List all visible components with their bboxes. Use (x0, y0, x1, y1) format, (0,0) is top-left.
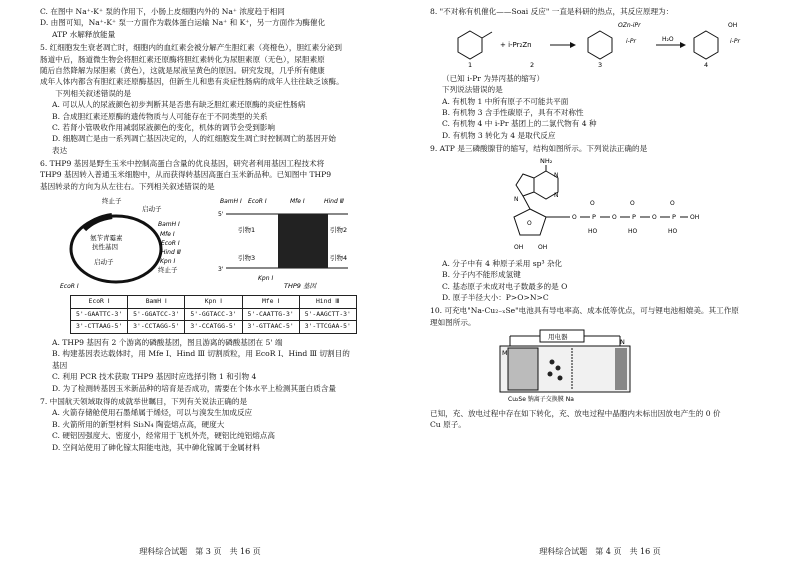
left-page-footer: 理科综合试题 第 3 页 共 16 页 (139, 547, 261, 556)
q9-option-c: C. 基态原子未成对电子数最多的是 O (442, 281, 568, 291)
q8-option-d: D. 有机物 3 转化为 4 是取代反应 (442, 130, 556, 140)
plasmid-hindiii-label: Hind Ⅲ (161, 249, 181, 257)
p3-ho: HO (668, 227, 678, 235)
electrode-n-label: N (620, 338, 625, 347)
gene-caption: THP9 基因 (284, 282, 316, 291)
table-header-row (71, 296, 357, 309)
gene-3prime-label: 3' (218, 266, 224, 274)
ribose-oh-2: OH (538, 243, 548, 251)
atp-o-label: O (652, 213, 657, 221)
q6-stem-3: 基因转录的方向为从左往右。下列相关叙述错误的是 (40, 181, 215, 191)
gene-5prime-label: 5' (218, 211, 224, 219)
table-header: Kpn Ⅰ (185, 296, 242, 309)
cu2se-electrode (508, 348, 538, 390)
battery-diagram (430, 328, 760, 404)
q10-note: 已知，充、放电过程中存在如下转化，充、放电过程中晶胞内未标出因放电产生的 0 价 (430, 408, 721, 418)
q9-stem: 9. ATP 是三磷酸腺苷的缩写，结构如图所示。下列说法正确的是 (430, 144, 648, 154)
q7-option-b: B. 火箭所用的新型材料 Si₃N₄ 陶瓷熔点高，硬度大 (52, 419, 225, 429)
q6-option-b-cont: 基因 (52, 360, 68, 370)
q5-option-d: D. 细胞凋亡是由一系列凋亡基因决定的，人的红细胞发生凋亡时控制凋亡的基因开始 (52, 134, 337, 144)
right-page-footer: 理科综合试题 第 4 页 共 16 页 (539, 547, 661, 556)
restriction-enzyme-table (70, 295, 357, 334)
imidazole-ring (516, 174, 534, 196)
p1-double-o: O (590, 199, 595, 207)
molecule-4-ring (694, 31, 718, 59)
table-cell: 5'-GGATCC-3' (128, 308, 185, 321)
q9-option-b: B. 分子内不能形成氢键 (442, 270, 521, 280)
reagent-label: + i-Pr₂Zn (500, 41, 532, 50)
molecule-2-number: 2 (530, 61, 535, 70)
gene-ecori-label: EcoR Ⅰ (248, 198, 267, 206)
plasmid-bamhi-label: BamH Ⅰ (158, 221, 180, 229)
q8-option-a: A. 有机物 1 中所有原子不可能共平面 (442, 96, 569, 106)
table-row (71, 321, 357, 334)
plasmid-ecori-label: EcoR Ⅰ (161, 240, 180, 248)
q4-option-c: C. 在图中 Na⁺-K⁺ 泵的作用下，小肠上皮细胞内外的 Na⁺ 浓度趋于相同 (40, 7, 285, 16)
q8-option-c: C. 有机物 4 中 i-Pr 基团上的二氯代物有 4 种 (442, 119, 597, 129)
thp9-gene-diagram (218, 194, 358, 292)
primer4-label: 引物4 (330, 254, 348, 263)
device-label: 用电器 (548, 333, 568, 342)
electrode-m-label: M (502, 349, 508, 358)
q7-option-a: A. 火箭存储舱使用石墨烯属于烯烃，可以与溴发生加成反应 (52, 408, 253, 418)
molecule-4-ipr-label: i-Pr (730, 38, 740, 46)
atp-o-label: O (612, 213, 617, 221)
molecule-3-number: 3 (598, 61, 603, 70)
q8-ask: 下列说法错误的是 (442, 85, 503, 95)
plasmid-diagram (54, 194, 204, 292)
molecule-4-oh-label: OH (728, 22, 738, 30)
q5-option-a: A. 可以从人的尿液颜色初步判断其是否患有缺乏胆红素还原酶的炎症性肠病 (52, 100, 306, 110)
primer1-label: 引物1 (238, 226, 256, 235)
q10-note-2: Cu 原子。 (430, 420, 466, 430)
plasmid-ecori2-label: EcoR Ⅰ (60, 283, 79, 291)
q6-option-a: A. THP9 基因有 2 个游离的磷酸基团，图且游离的磷酸基团在 5' 端 (52, 338, 283, 348)
plasmid-terminator-label: 终止子 (102, 197, 122, 206)
soai-reaction-scheme (430, 17, 760, 69)
plasmid-resistance-label: 抗性基因 (92, 243, 118, 252)
gene-bamhi-label: BamH Ⅰ (220, 198, 242, 206)
q6-option-c: C. 利用 PCR 技术获取 THP9 基因时应选择引物 1 和引物 4 (52, 372, 257, 382)
q5-option-c: C. 若肾小管吸收作用减弱尿液颜色的变化，机体的调节会受到影响 (52, 122, 275, 132)
q8-stem: 8. "不对称有机催化——Soai 反应" 一直是科研的热点，其反应原理为： (430, 7, 674, 16)
ribose-o-label: O (527, 219, 532, 227)
battery-caption: Cu₂Se 钠离子交换膜 Na (508, 396, 574, 404)
atp-n-label: N (554, 191, 559, 199)
table-header: Hind Ⅲ (299, 296, 356, 309)
p3-double-o: O (670, 199, 675, 207)
table-cell: 3'-GTTAAC-5' (242, 321, 299, 334)
gene-hindiii-label: Hind Ⅲ (324, 198, 344, 206)
p2-ho: HO (628, 227, 638, 235)
table-cell: 5'-GAATTC-3' (71, 308, 128, 321)
atp-nh2-label: NH₂ (540, 156, 553, 165)
atp-structure (430, 155, 760, 255)
q9-option-d: D. 原子半径大小：P>O>N>C (442, 293, 549, 303)
table-row (71, 308, 357, 321)
q7-option-c: C. 硬铝因强度大、密度小，经常用于飞机外壳，硬铝比纯铝熔点高 (52, 431, 275, 441)
table-cell: 3'-CCATGG-5' (185, 321, 242, 334)
atp-o-label: O (572, 213, 577, 221)
thp9-gene-block (278, 214, 328, 268)
molecule-3-ring (588, 31, 612, 59)
q8-option-b: B. 有机物 3 含手性碳原子，具有不对称性 (442, 107, 584, 117)
q5-ask: 下列相关叙述错误的是 (55, 88, 132, 98)
plasmid-kpni-label: Kpn Ⅰ (160, 258, 176, 266)
q6-option-b: B. 构建基因表达载体时，用 Mfe Ⅰ、Hind Ⅲ 切割质粒，用 EcoR Ⅰ、Hind Ⅲ 切割目的 (52, 349, 350, 359)
q4-option-d: D. 由图可知，Na⁺-K⁺ 泵一方面作为载体蛋白运输 Na⁺ 和 K⁺，另一方面作为酶催化 (40, 18, 326, 28)
q6-stem-2: THP9 基因转入普通玉米细胞中，从而获得转基因高蛋白玉米新品种。已知图中 THP9 (40, 170, 332, 180)
phosphorus-2: P (632, 212, 636, 221)
table-cell: 5'-CAATTG-3' (242, 308, 299, 321)
molecule-4-number: 4 (704, 61, 709, 70)
resistance-gene-arc (84, 216, 112, 229)
plasmid-amp-label: 氨苄青霉素 (90, 234, 123, 243)
q5-stem-2: 肠道中后，肠道微生物会将胆红素还原酶将胆红素转化为尿胆素原（无色），尿胆素原 (40, 54, 325, 64)
table-header: Mfe Ⅰ (242, 296, 299, 309)
q7-stem: 7. 中国航天领域取得的成就举世瞩目，下列有关说法正确的是 (40, 397, 248, 407)
plasmid-terminator2-label: 终止子 (158, 266, 178, 275)
primer3-label: 引物3 (238, 254, 256, 263)
molecule-1-number: 1 (468, 61, 473, 70)
plasmid-promoter2-label: 启动子 (94, 258, 114, 267)
table-cell: 3'-TTCGAA-5' (299, 321, 356, 334)
gene-mfei-label: Mfe Ⅰ (290, 198, 305, 206)
molecule-1-ring (458, 31, 482, 59)
primer2-label: 引物2 (330, 226, 348, 235)
plasmid-mfei-label: Mfe Ⅰ (160, 231, 175, 239)
q8-note: （已知 i-Pr 为异丙基的缩写） (442, 73, 545, 83)
q5-stem-4: 成年人体内都含有胆红素还原酶基因，但新生儿和患有炎症性肠病的成年人往往缺乏该酶。 (40, 77, 344, 87)
phosphorus-1: P (592, 212, 596, 221)
q5-stem-3: 随后自然降解为尿胆素（黄色），这就是尿液呈黄色的原因。研究发现，几乎所有健康 (40, 65, 325, 75)
ribose-oh-1: OH (514, 243, 524, 251)
q10-stem: 10. 可充电"Na-Cu₂₋ₓSe"电池具有导电率高、成本低等优点，可与锂电池相媲美。其工作原 (430, 306, 739, 316)
plasmid-promoter-label: 启动子 (142, 205, 162, 214)
q7-option-d: D. 空间站使用了砷化镓太阳能电池，其中砷化镓属于金属材料 (52, 442, 261, 452)
table-cell: 5'-GGTACC-3' (185, 308, 242, 321)
p2-double-o: O (630, 199, 635, 207)
table-header: BamH Ⅰ (128, 296, 185, 309)
hydrolysis-label: H₂O (662, 36, 674, 44)
table-cell: 3'-CTTAAG-5' (71, 321, 128, 334)
atp-n-label: N (554, 171, 559, 179)
right-page (400, 0, 800, 566)
table-cell: 3'-CCTAGG-5' (128, 321, 185, 334)
q5-stem: 5. 红细胞发生衰老凋亡时，细胞内的血红素会被分解产生胆红素（亮橙色），胆红素分泌到 (40, 43, 343, 53)
p1-ho: HO (588, 227, 598, 235)
q9-option-a: A. 分子中有 4 种原子采用 sp³ 杂化 (442, 258, 563, 268)
atp-terminal-oh: OH (690, 213, 700, 221)
q6-option-d: D. 为了检测转基因玉米新品种的培育是否成功，需要在个体水平上检测其蛋白质含量 (52, 383, 337, 393)
q5-option-d-cont: 表达 (52, 145, 68, 155)
molecule-3-ozn-label: OZn-iPr (618, 22, 641, 30)
table-header: EcoR Ⅰ (71, 296, 128, 309)
q4-option-d-cont: ATP 水解释放能量 (52, 29, 116, 39)
table-cell: 5'-AAGCTT-3' (299, 308, 356, 321)
q10-stem-2: 理如图所示。 (430, 317, 476, 327)
molecule-3-ipr-label: i-Pr (626, 38, 636, 46)
atp-n-label: N (514, 195, 519, 203)
gene-kpni-label: Kpn Ⅰ (258, 275, 274, 283)
q6-figures (54, 194, 386, 292)
phosphorus-3: P (672, 212, 676, 221)
na-electrode (615, 348, 627, 390)
q5-option-b: B. 合成胆红素还原酶的遗传物质与人可能存在于不同类型的关系 (52, 111, 268, 121)
q6-stem: 6. THP9 基因是野生玉米中控制高蛋白含量的优良基因，研究者利用基因工程技术将 (40, 159, 325, 169)
